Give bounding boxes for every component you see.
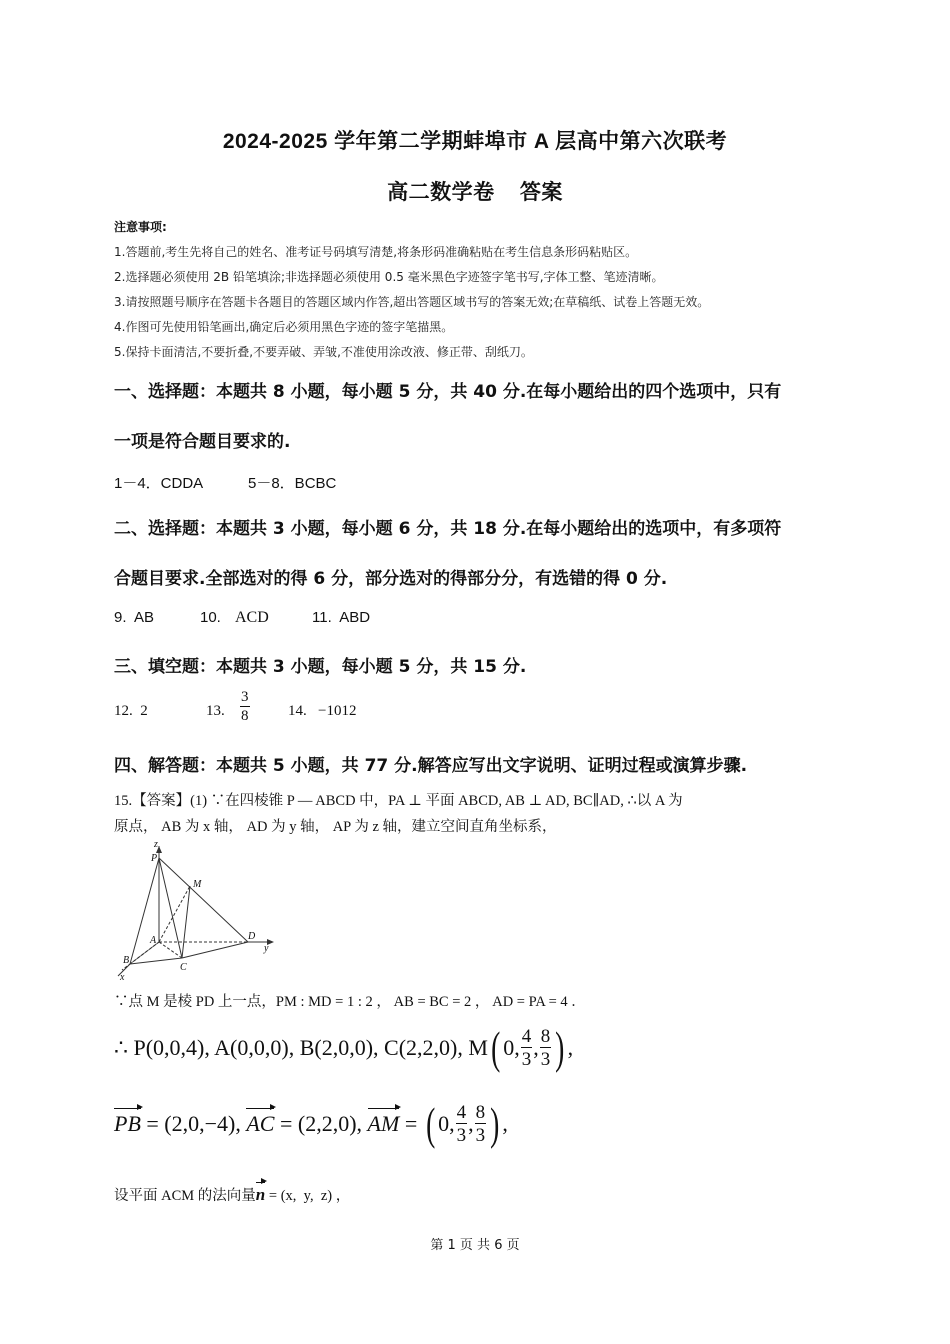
fraction-4-3: $\frac{4}{3}$: [521, 1026, 532, 1070]
coordinate-m-zero: 0,: [503, 1035, 520, 1060]
vector-AC: AC: [246, 1111, 275, 1136]
vector-AM: AM: [367, 1111, 400, 1136]
answer-q11: 11. ABD: [312, 609, 371, 626]
label-x: x: [120, 972, 125, 983]
left-paren: (: [491, 1022, 501, 1073]
note-item-3: 3.请按照题号顺序在答题卡各题目的答题区域内作答,超出答题区域书写的答案无效;在草稿纸、试卷上答题无效。: [114, 295, 710, 309]
section1-answers-1-4: 1－4．CDDA: [114, 475, 204, 492]
section1-heading-line2: 一项是符合题目要求的.: [114, 432, 291, 452]
vectors-line: [114, 1098, 508, 1150]
segment-CM: [182, 886, 190, 958]
coordinates-line: [114, 1022, 573, 1074]
fraction-8-3: $\frac{8}{3}$: [475, 1102, 486, 1146]
trailing-comma: ,: [502, 1111, 508, 1136]
section1-heading-line1: 一、选择题：本题共 8 小题，每小题 5 分，共 40 分.在每小题给出的四个选项中，只有: [114, 382, 782, 402]
note-item-5: 5.保持卡面清洁,不要折叠,不要弄破、弄皱,不准使用涂改液、修正带、刮纸刀。: [114, 345, 533, 359]
vector-AM-equals: =: [399, 1111, 423, 1136]
page-subtitle: 高二数学卷 答案: [387, 181, 563, 204]
answer-q12: 12. 2: [114, 703, 148, 719]
answer-q14: 14. −1012: [288, 703, 357, 719]
right-paren: ): [555, 1022, 565, 1073]
label-C: C: [180, 962, 187, 973]
q13-denominator: 8: [241, 708, 249, 724]
section3-heading: 三、填空题：本题共 3 小题，每小题 5 分，共 15 分.: [114, 657, 527, 677]
answer-q13-number: 13.: [206, 703, 225, 719]
answer-q10-number: 10.: [200, 609, 221, 626]
comma: ,: [533, 1035, 539, 1060]
vector-AC-value: = (2,2,0),: [274, 1111, 368, 1136]
normal-vector-line: [114, 1184, 350, 1205]
notes-heading: 注意事项:: [114, 220, 167, 234]
fraction-8-3: $\frac{8}{3}$: [540, 1026, 551, 1070]
normal-vector-text-a: 设平面 ACM 的法向量: [114, 1188, 256, 1204]
edge-BC: [130, 958, 182, 964]
edge-CD: [182, 942, 248, 958]
vector-PB: PB: [114, 1111, 141, 1136]
q15-line1: 15.【答案】(1) ∵在四棱锥 P — ABCD 中，PA ⊥ 平面 ABCD, AB ⊥ AD, BC∥AD, ∴以 A 为: [114, 793, 683, 809]
note-item-2: 2.选择题必须使用 2B 铅笔填涂;非选择题必须使用 0.5 毫米黑色字迹签字笔书写,字体工整、笔迹清晰。: [114, 270, 664, 284]
edge-PC: [159, 858, 182, 958]
label-A: A: [150, 935, 157, 946]
vector-AM-zero: 0,: [438, 1111, 455, 1136]
q15-condition-line: ∵点 M 是棱 PD 上一点，PM : MD = 1 : 2 ， AB = BC = 2 ， AD = PA = 4 ．: [114, 994, 586, 1010]
normal-vector-n: n: [255, 1185, 266, 1204]
note-item-1: 1.答题前,考生先将自己的姓名、准考证号码填写清楚,将条形码准确粘贴在考生信息条形码粘贴区。: [114, 245, 638, 259]
coordinates-prefix: ∴ P(0,0,4), A(0,0,0), B(2,0,0), C(2,2,0), M: [114, 1035, 488, 1060]
q13-numerator: 3: [241, 689, 249, 705]
edge-PD: [159, 858, 248, 942]
label-B: B: [123, 955, 130, 966]
left-paren: (: [425, 1098, 435, 1149]
answer-q9: 9. AB: [114, 609, 155, 626]
normal-vector-text-b: = (x, y, z) ，: [265, 1188, 351, 1204]
vector-PB-value: = (2,0,−4),: [140, 1111, 247, 1136]
pyramid-figure: [110, 838, 280, 983]
label-M: M: [193, 879, 202, 890]
section4-heading: 四、解答题：本题共 5 小题，共 77 分.解答应写出文字说明、证明过程或演算步骤.: [114, 756, 748, 776]
label-P: P: [151, 853, 158, 864]
label-z: z: [154, 839, 158, 850]
label-y: y: [264, 943, 269, 954]
section2-heading-line1: 二、选择题：本题共 3 小题，每小题 6 分，共 18 分.在每小题给出的选项中，有多项符: [114, 519, 782, 539]
answer-q13-fraction: [239, 690, 251, 724]
q15-line2: 原点， AB 为 x 轴， AD 为 y 轴， AP 为 z 轴，建立空间直角坐标系，: [114, 819, 557, 835]
edge-PB: [130, 858, 159, 964]
answer-q10: ACD: [235, 609, 269, 626]
section1-answers-5-8: 5－8．BCBC: [248, 475, 337, 492]
page-title: 2024-2025 学年第二学期蚌埠市 A 层高中第六次联考: [222, 130, 728, 153]
trailing-comma: ,: [567, 1035, 574, 1060]
label-D: D: [248, 931, 256, 942]
note-item-4: 4.作图可先使用铅笔画出,确定后必须用黑色字迹的签字笔描黑。: [114, 320, 454, 334]
segment-AM: [159, 886, 190, 942]
section2-heading-line2: 合题目要求.全部选对的得 6 分，部分选对的得部分分，有选错的得 0 分.: [114, 569, 668, 589]
comma: ,: [468, 1111, 474, 1136]
page-footer: 第 1 页 共 6 页: [430, 1238, 520, 1253]
fraction-4-3: $\frac{4}{3}$: [456, 1102, 467, 1146]
right-paren: ): [490, 1098, 500, 1149]
